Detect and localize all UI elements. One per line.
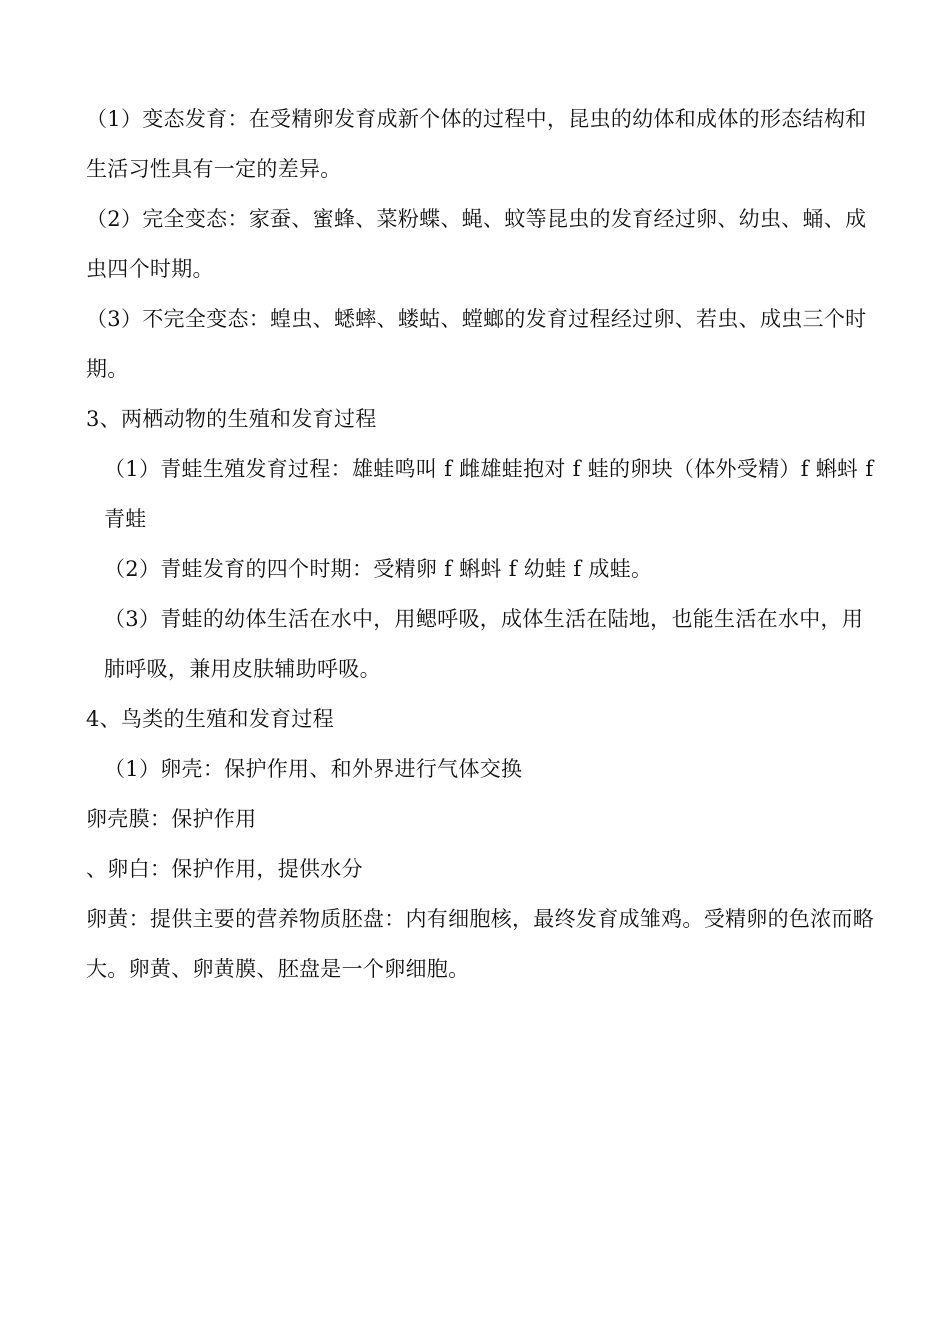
paragraph-eggshell: （1）卵壳：保护作用、和外界进行气体交换 <box>104 757 523 781</box>
paragraph-yolk: 卵黄：提供主要的营养物质胚盘：内有细胞核，最终发育成雏鸡。受精卵的色浓而略大。卵黄、卵黄膜、胚盘是一个卵细胞。 <box>86 907 875 981</box>
paragraph-complete-metamorphosis: （2）完全变态：家蚕、蜜蜂、菜粉蝶、蝇、蚊等昆虫的发育经过卵、幼虫、蛹、成虫四个时期。 <box>86 207 867 281</box>
heading-amphibian-reproduction: 3、两栖动物的生殖和发育过程 <box>86 407 377 431</box>
paragraph-egg-white: 、卵白：保护作用，提供水分 <box>86 857 363 881</box>
paragraph-frog-stages: （2）青蛙发育的四个时期：受精卵 f 蝌蚪 f 幼蛙 f 成蛙。 <box>104 557 653 581</box>
paragraph-frog-respiration: （3）青蛙的幼体生活在水中，用鳃呼吸，成体生活在陆地，也能生活在水中，用肺呼吸，兼用皮肤辅助呼吸。 <box>104 607 864 681</box>
paragraph-metamorphosis: （1）变态发育：在受精卵发育成新个体的过程中，昆虫的幼体和成体的形态结构和生活习性具有一定的差异。 <box>86 107 867 181</box>
paragraph-incomplete-metamorphosis: （3）不完全变态：蝗虫、蟋蟀、蝼蛄、螳螂的发育过程经过卵、若虫、成虫三个时期。 <box>86 307 867 381</box>
paragraph-frog-reproduction: （1）青蛙生殖发育过程：雄蛙鸣叫 f 雌雄蛙抱对 f 蛙的卵块（体外受精）f 蝌蚪 f 青蛙 <box>104 457 874 531</box>
paragraph-shell-membrane: 卵壳膜：保护作用 <box>86 807 257 831</box>
document-body <box>86 94 876 994</box>
heading-bird-reproduction: 4、鸟类的生殖和发育过程 <box>86 707 334 731</box>
